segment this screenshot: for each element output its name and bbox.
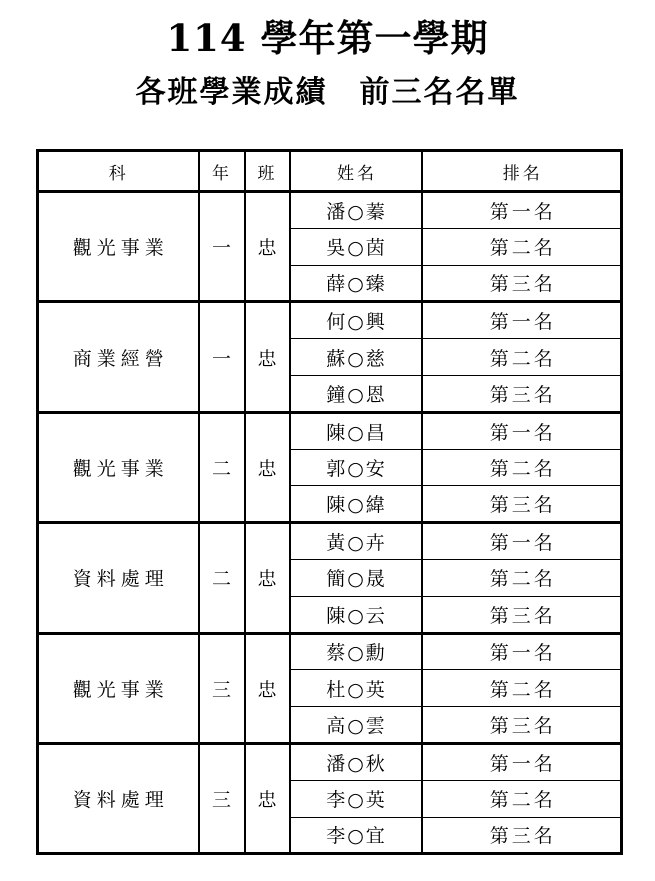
rank-cell: 第三名 — [422, 486, 622, 523]
year-cell: 二 — [199, 523, 245, 633]
student-name-cell: 高○雲 — [290, 707, 422, 744]
rank-cell: 第二名 — [422, 780, 622, 817]
student-name-cell: 何○興 — [290, 302, 422, 339]
year-cell: 三 — [199, 743, 245, 853]
rank-cell: 第一名 — [422, 633, 622, 670]
dept-cell: 商業經營 — [38, 302, 199, 412]
table-row — [38, 633, 622, 670]
table-row — [38, 412, 622, 449]
class-cell: 忠 — [245, 633, 290, 743]
rank-cell: 第二名 — [422, 670, 622, 707]
rank-cell: 第二名 — [422, 559, 622, 596]
year-cell: 一 — [199, 192, 245, 302]
year-cell: 三 — [199, 633, 245, 743]
student-name-cell: 蘇○慈 — [290, 339, 422, 376]
rank-cell: 第一名 — [422, 412, 622, 449]
rank-cell: 第二名 — [422, 449, 622, 486]
student-name-cell: 簡○晟 — [290, 559, 422, 596]
student-name-cell: 吳○茵 — [290, 228, 422, 265]
header-rank: 排名 — [422, 151, 622, 192]
header-dept: 科 — [38, 151, 199, 192]
rank-cell: 第三名 — [422, 265, 622, 302]
table-row — [38, 523, 622, 560]
table-header-row — [38, 151, 622, 192]
student-name-cell: 蔡○勳 — [290, 633, 422, 670]
dept-cell: 觀光事業 — [38, 633, 199, 743]
page-subtitle: 各班學業成績 前三名名單 — [135, 75, 520, 110]
class-cell: 忠 — [245, 743, 290, 853]
rank-cell: 第一名 — [422, 192, 622, 229]
table-row — [38, 743, 622, 780]
rank-cell: 第三名 — [422, 707, 622, 744]
rank-cell: 第二名 — [422, 339, 622, 376]
class-cell: 忠 — [245, 523, 290, 633]
student-name-cell: 李○宜 — [290, 817, 422, 854]
table-row — [38, 192, 622, 229]
student-name-cell: 潘○蓁 — [290, 192, 422, 229]
student-name-cell: 陳○云 — [290, 596, 422, 633]
dept-cell: 資料處理 — [38, 743, 199, 853]
year-cell: 一 — [199, 302, 245, 412]
rank-cell: 第三名 — [422, 817, 622, 854]
class-cell: 忠 — [245, 302, 290, 412]
rank-cell: 第一名 — [422, 523, 622, 560]
student-name-cell: 郭○安 — [290, 449, 422, 486]
student-name-cell: 杜○英 — [290, 670, 422, 707]
class-cell: 忠 — [245, 192, 290, 302]
dept-cell: 觀光事業 — [38, 412, 199, 522]
ranking-table — [36, 149, 623, 855]
student-name-cell: 黃○卉 — [290, 523, 422, 560]
student-name-cell: 李○英 — [290, 780, 422, 817]
rank-cell: 第二名 — [422, 228, 622, 265]
rank-cell: 第三名 — [422, 596, 622, 633]
dept-cell: 觀光事業 — [38, 192, 199, 302]
header-name: 姓名 — [290, 151, 422, 192]
class-cell: 忠 — [245, 412, 290, 522]
rank-cell: 第三名 — [422, 375, 622, 412]
header-class: 班 — [245, 151, 290, 192]
header-year: 年 — [199, 151, 245, 192]
year-cell: 二 — [199, 412, 245, 522]
dept-cell: 資料處理 — [38, 523, 199, 633]
student-name-cell: 陳○緯 — [290, 486, 422, 523]
student-name-cell: 薛○臻 — [290, 265, 422, 302]
rank-cell: 第一名 — [422, 743, 622, 780]
student-name-cell: 陳○昌 — [290, 412, 422, 449]
student-name-cell: 鐘○恩 — [290, 375, 422, 412]
table-row — [38, 302, 622, 339]
student-name-cell: 潘○秋 — [290, 743, 422, 780]
rank-cell: 第一名 — [422, 302, 622, 339]
page-title: 114 學年第一學期 — [166, 16, 489, 60]
